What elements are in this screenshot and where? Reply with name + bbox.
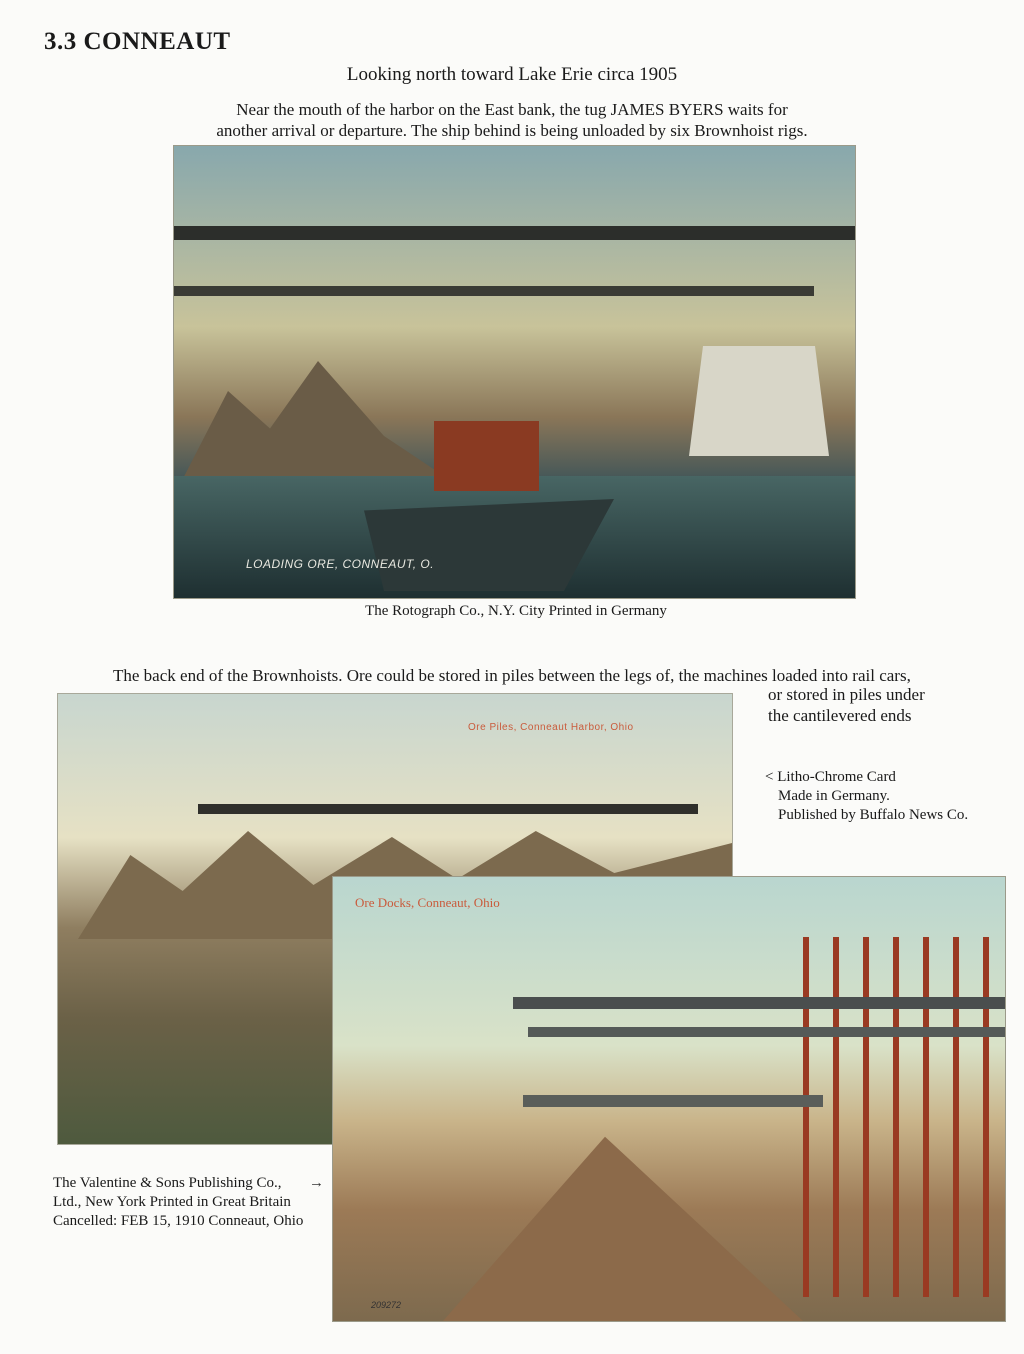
card2-description-continued (768, 684, 925, 726)
ore-ship (689, 346, 829, 456)
brownhoist-gantry (174, 226, 855, 240)
card3-title: Ore Docks, Conneaut, Ohio (355, 895, 500, 910)
card3-credit-line: Cancelled: FEB 15, 1910 Conneaut, Ohio (53, 1213, 304, 1229)
brownhoist-boom (528, 1027, 1005, 1037)
card1-credit: The Rotograph Co., N.Y. City Printed in Germany (365, 603, 667, 619)
card2-description-line: or stored in piles under (768, 685, 925, 704)
ore-pile-graphic (443, 1127, 803, 1321)
brownhoist-bridge (198, 804, 698, 814)
card2-publisher-note (765, 768, 968, 825)
postcard-ore-docks (333, 877, 1005, 1321)
card2-description-line: the cantilevered ends (768, 706, 912, 725)
card2-note-line: < Litho-Chrome Card (765, 769, 896, 785)
card3-credit-line: The Valentine & Sons Publishing Co., (53, 1175, 282, 1191)
card3-credit (53, 1174, 303, 1231)
card2-note-line: Published by Buffalo News Co. (778, 807, 969, 823)
arrow-icon: → (309, 1175, 324, 1191)
brownhoist-frame (803, 937, 1005, 1297)
page-subtitle: Looking north toward Lake Erie circa 1905 (346, 64, 678, 85)
card1-description (180, 99, 844, 141)
brownhoist-boom (523, 1095, 823, 1107)
card1-description-line: another arrival or departure. The ship behind is being unloaded by six Brownhoist rigs. (216, 121, 808, 140)
card1-stamp-text: LOADING ORE, CONNEAUT, O. (246, 557, 435, 571)
brownhoist-gantry (174, 286, 814, 296)
page-heading: 3.3 CONNEAUT (44, 28, 231, 55)
card2-description-line: The back end of the Brownhoists. Ore could be stored in piles between the legs of, the machines loaded into rail cars, (113, 666, 911, 685)
card3-credit-line: Ltd., New York Printed in Great Britain (53, 1194, 291, 1210)
card3-number: 209272 (371, 1300, 402, 1310)
ore-piles-graphic (174, 346, 474, 496)
tug-cabin (434, 421, 539, 491)
card2-note-line: Made in Germany. (778, 788, 890, 804)
card1-description-line: Near the mouth of the harbor on the East bank, the tug JAMES BYERS waits for (236, 100, 788, 119)
card2-title: Ore Piles, Conneaut Harbor, Ohio (468, 722, 634, 733)
brownhoist-boom (513, 997, 1005, 1009)
postcard-james-byers (174, 146, 855, 598)
